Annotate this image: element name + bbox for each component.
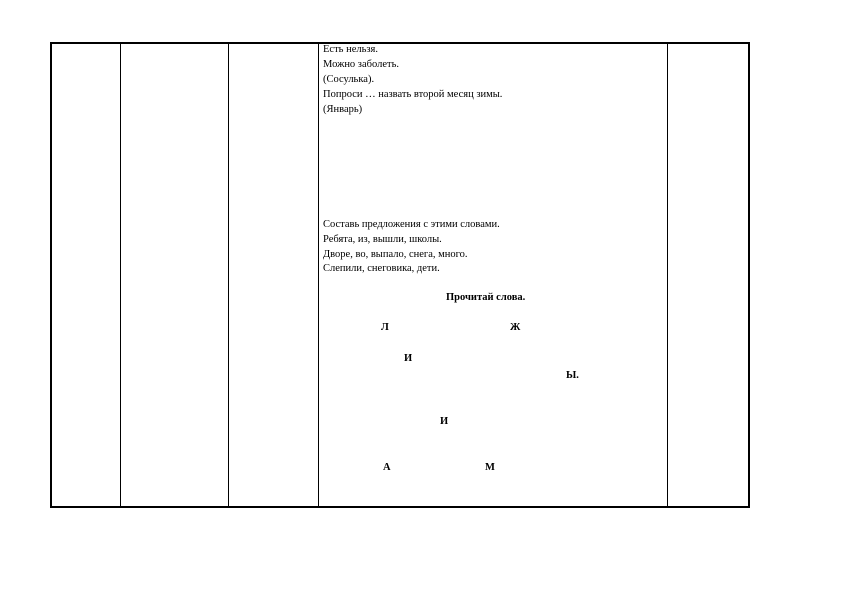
task-words-line: Слепили, снеговика, дети. [323,263,440,274]
scattered-letter: А [383,462,391,473]
read-words-heading: Прочитай слова. [446,292,526,303]
riddle-answer: (Сосулька). [323,74,375,85]
riddle-line: Попроси … назвать второй месяц зимы. [323,89,503,100]
scattered-letter: М [485,462,495,473]
scattered-letter: И [440,416,449,427]
scattered-letter: Ы. [566,370,579,381]
scattered-letter: Ж [510,322,521,333]
scattered-letter: Л [381,322,389,333]
column-divider-2 [228,44,229,506]
riddle-answer: (Январь) [323,104,363,115]
riddle-line: Можно заболеть. [323,59,399,70]
task-instruction: Составь предложения с этими словами. [323,219,500,230]
scattered-letter: И [404,353,413,364]
column-divider-4 [667,44,668,506]
task-words-line: Дворе, во, выпало, снега, много. [323,249,468,260]
task-words-line: Ребята, из, вышли, школы. [323,234,442,245]
column-divider-3 [318,44,319,506]
column-divider-1 [120,44,121,506]
riddle-line: Есть нельзя. [323,44,378,55]
